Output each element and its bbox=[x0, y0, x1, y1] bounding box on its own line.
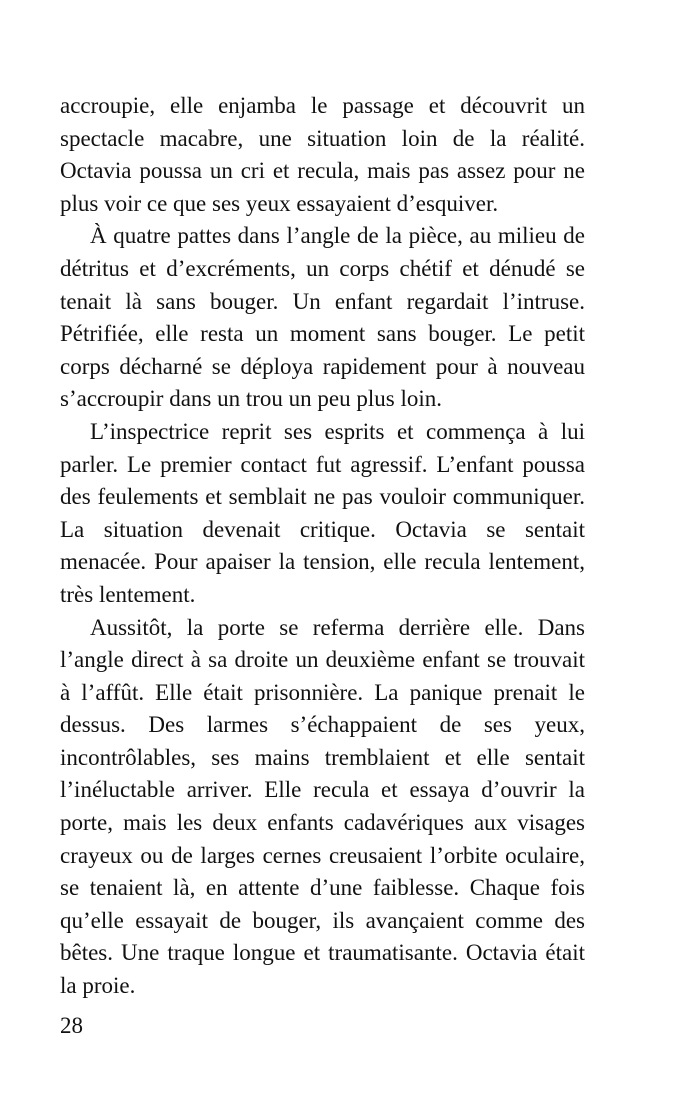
paragraph-1: accroupie, elle enjamba le passage et découvrit un spectacle macabre, une situation loin de la réalité. Octavia poussa un cri et recula, mais pas assez pour ne plus voir ce que ses yeux essayaient d’esquiver. bbox=[60, 93, 585, 216]
paragraph-3: L’inspectrice reprit ses esprits et commença à lui parler. Le premier contact fut agressif. L’enfant poussa des feulements et semblait ne pas vouloir communiquer. La situation devenait critique. Octavia se sentait menacée. Pour apaiser la tension, elle recula lentement, très lentement. bbox=[60, 418, 585, 607]
paragraph-4: Aussitôt, la porte se referma derrière elle. Dans l’angle direct à sa droite un deuxième enfant se trouvait à l’affût. Elle était prisonnière. La panique prenait le dessus. Des larmes s’échappaient de ses yeux, incontrôlables, ses mains tremblaient et elle sentait l’inéluctable arriver. Elle recula et essaya d’ouvrir la porte, mais les deux enfants cadavériques aux visages crayeux ou de larges cernes creusaient l’orbite oculaire, se tenaient là, en attente d’une faiblesse. Chaque fois qu’elle essayait de bouger, ils avançaient comme des bêtes. Une traque longue et traumatisante. Octavia était la proie. bbox=[60, 614, 585, 999]
page-body bbox=[60, 90, 585, 1003]
page-number: 28 bbox=[60, 1013, 83, 1038]
paragraph-2: À quatre pattes dans l’angle de la pièce, au milieu de détritus et d’excréments, un corps chétif et dénudé se tenait là sans bouger. Un enfant regardait l’intruse. Pétrifiée, elle resta un moment sans bouger. Le petit corps décharné se déploya rapidement pour à nouveau s’accroupir dans un trou un peu plus loin. bbox=[60, 223, 585, 412]
